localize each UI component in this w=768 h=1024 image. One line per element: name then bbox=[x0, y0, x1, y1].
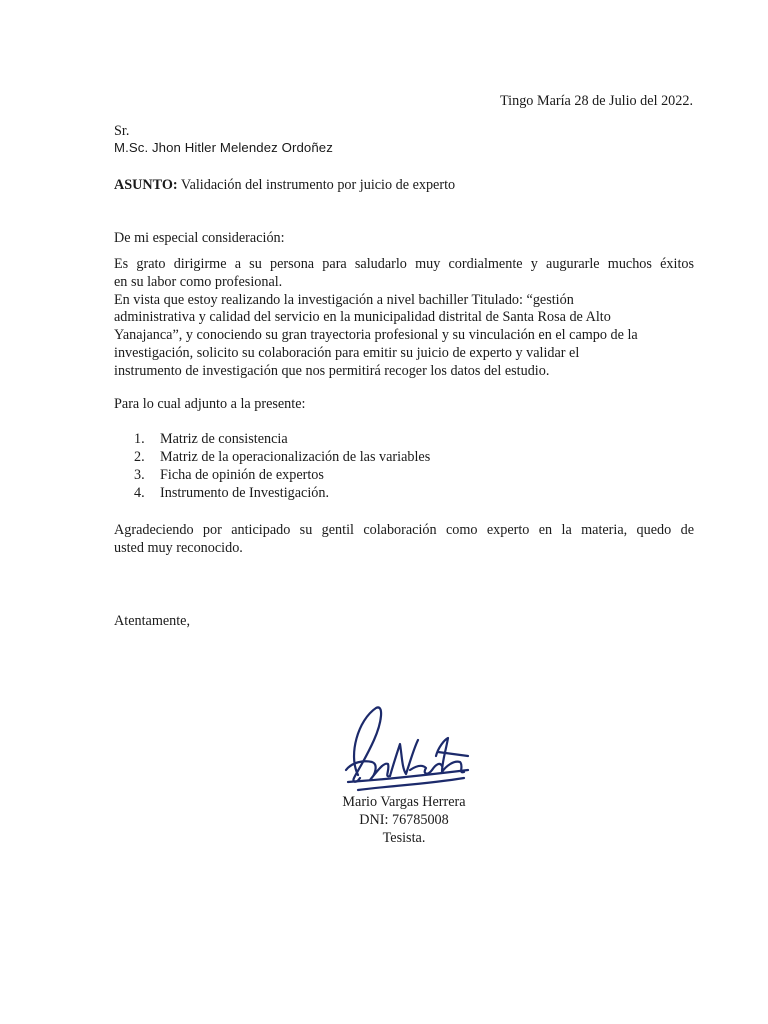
paragraph-line: Es grato dirigirme a su persona para saludarlo muy cordialmente y augurarle muchos éxitos bbox=[114, 256, 694, 272]
list-item bbox=[134, 430, 430, 448]
salutation: Sr. bbox=[114, 123, 130, 139]
paragraph-line: En vista que estoy realizando la investigación a nivel bachiller Titulado: “gestión bbox=[114, 291, 574, 308]
closing: Atentamente, bbox=[114, 613, 191, 629]
signer-role: Tesista. bbox=[382, 830, 426, 846]
list-item-text: Ficha de opinión de expertos bbox=[160, 467, 324, 483]
paragraph-line: investigación, solicito su colaboración para emitir su juicio de experto y validar el bbox=[114, 344, 580, 361]
list-item-number: 2. bbox=[134, 449, 145, 465]
signer-dni: DNI: 76785008 bbox=[359, 812, 449, 828]
list-item bbox=[134, 448, 430, 466]
handwritten-signature bbox=[318, 700, 478, 800]
paragraph-line: usted muy reconocido. bbox=[114, 539, 243, 556]
attachments-list bbox=[134, 430, 430, 502]
subject-text: Validación del instrumento por juicio de experto bbox=[177, 177, 456, 193]
paragraph-line: Agradeciendo por anticipado su gentil colaboración como experto en la materia, quedo de bbox=[114, 522, 694, 538]
paragraph-line: en su labor como profesional. bbox=[114, 273, 283, 290]
paragraph-line: Yanajanca”, y conociendo su gran trayectoria profesional y su vinculación en el campo de la bbox=[114, 327, 638, 344]
signer-name: Mario Vargas Herrera bbox=[342, 794, 466, 810]
list-item-text: Matriz de la operacionalización de las variables bbox=[160, 449, 431, 465]
list-item bbox=[134, 484, 430, 502]
signature-block bbox=[300, 793, 508, 847]
subject-label: ASUNTO: bbox=[114, 177, 178, 193]
paragraph-line: instrumento de investigación que nos permitirá recoger los datos del estudio. bbox=[114, 362, 550, 379]
body-paragraph-1 bbox=[114, 256, 694, 381]
list-item-text: Matriz de consistencia bbox=[160, 431, 288, 447]
paragraph-line: administrativa y calidad del servicio en la municipalidad distrital de Santa Rosa de Alto bbox=[114, 309, 611, 326]
body-paragraph-2 bbox=[114, 522, 694, 558]
attachments-intro: Para lo cual adjunto a la presente: bbox=[114, 396, 306, 412]
greeting: De mi especial consideración: bbox=[114, 230, 285, 246]
list-item-number: 1. bbox=[134, 431, 145, 447]
subject-line bbox=[114, 176, 455, 194]
recipient-name: M.Sc. Jhon Hitler Melendez Ordoñez bbox=[114, 140, 333, 155]
list-item bbox=[134, 466, 430, 484]
list-item-number: 4. bbox=[134, 485, 145, 501]
list-item-text: Instrumento de Investigación. bbox=[160, 485, 330, 501]
letter-date: Tingo María 28 de Julio del 2022. bbox=[500, 93, 693, 109]
list-item-number: 3. bbox=[134, 467, 145, 483]
